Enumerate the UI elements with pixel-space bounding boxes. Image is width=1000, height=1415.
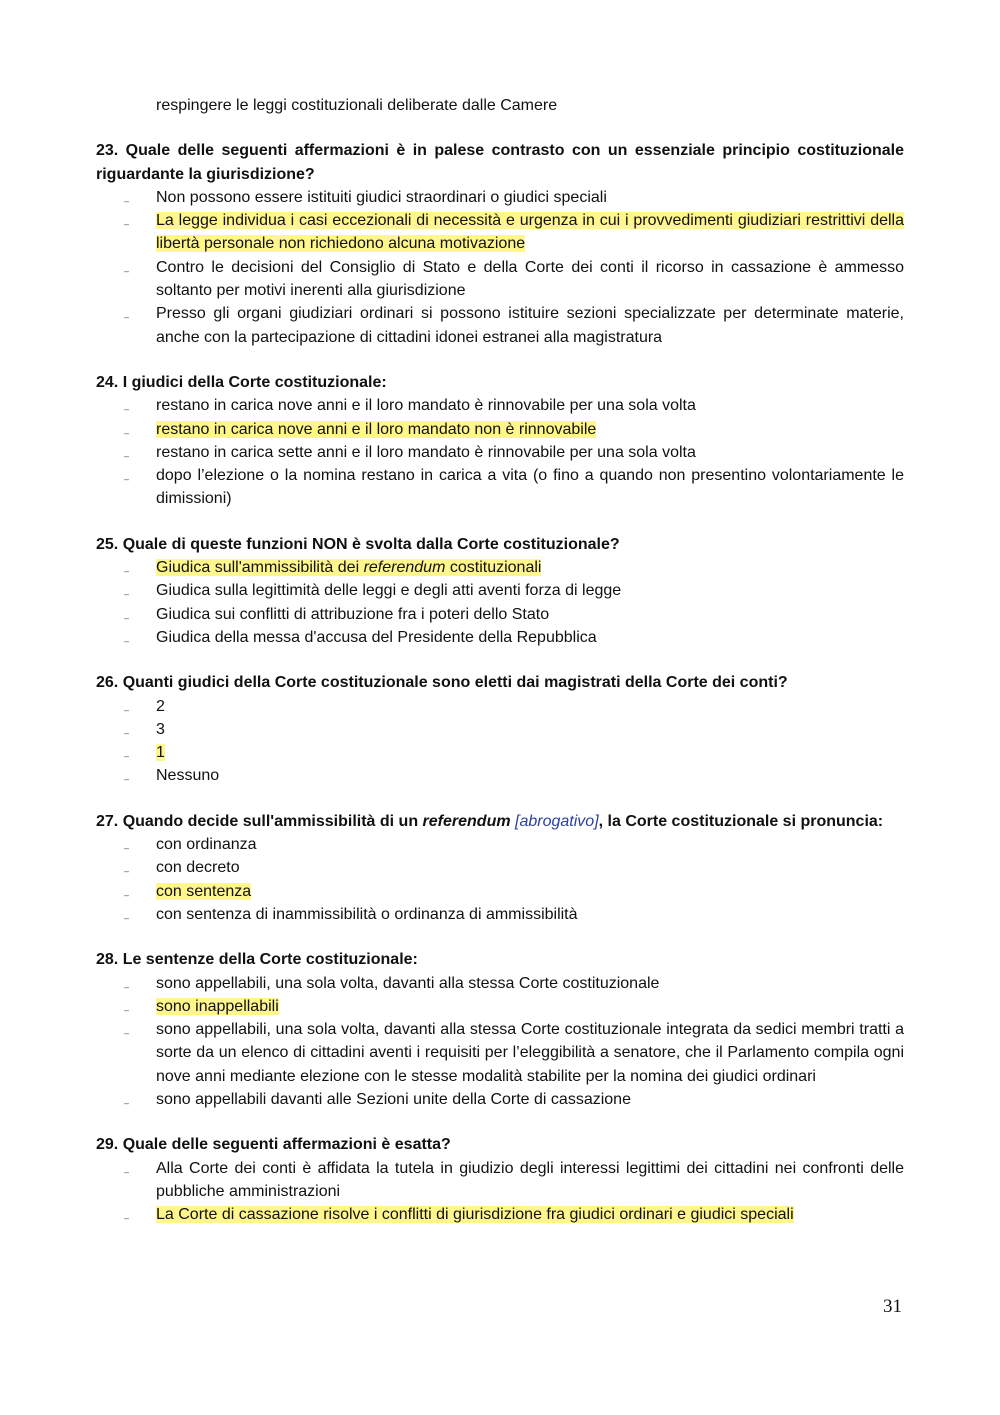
question-24	[96, 371, 904, 511]
question-23	[96, 139, 904, 349]
options-list	[96, 972, 904, 1112]
highlighted-answer: La Corte di cassazione risolve i conflitti di giurisdizione fra giudici ordinari e giudici speciali	[156, 1206, 794, 1224]
bullet-icon: –	[124, 635, 130, 646]
option-correct	[96, 1203, 904, 1226]
option-correct	[96, 418, 904, 441]
options-list	[96, 695, 904, 788]
question-25	[96, 533, 904, 649]
options-list	[96, 833, 904, 926]
option-correct	[96, 995, 904, 1018]
option-correct	[96, 880, 904, 903]
option-correct	[96, 209, 904, 256]
question-title: 28. Le sentenze della Corte costituzionale:	[96, 951, 418, 969]
bullet-icon: –	[124, 889, 130, 900]
bullet-icon: –	[124, 912, 130, 923]
bullet-icon: –	[124, 195, 130, 206]
highlighted-answer: sono inappellabili	[156, 997, 279, 1015]
bullet-icon: –	[124, 751, 130, 762]
option-correct	[96, 741, 904, 764]
option-correct	[96, 556, 904, 579]
question-title: 25. Quale di queste funzioni NON è svolta dalla Corte costituzionale?	[96, 535, 620, 553]
question-title: 29. Quale delle seguenti affermazioni è esatta?	[96, 1136, 451, 1154]
bullet-icon: –	[124, 312, 130, 323]
bullet-icon: –	[124, 474, 130, 485]
question-title: 26. Quanti giudici della Corte costituzionale sono eletti dai magistrati della Corte dei conti?	[96, 674, 788, 692]
bullet-icon: –	[124, 589, 130, 600]
options-list	[96, 394, 904, 510]
options-list	[96, 186, 904, 349]
bullet-icon: –	[124, 981, 130, 992]
option: – sono appellabili davanti alle Sezioni unite della Corte di cassazione	[96, 1088, 904, 1111]
option: – sono appellabili, una sola volta, davanti alla stessa Corte costituzionale integrata da sedici membri tratti a sorte da un elenco di cittadini aventi i requisiti per l’eleggibilità a senatore, che il Parlamento compila ogni nove anni mediante elezione con le stesse modalità stabilite per la nomina dei giudici ordinari	[124, 1021, 904, 1085]
option: – Giudica della messa d'accusa del Presidente della Repubblica	[96, 626, 904, 649]
question-28	[96, 948, 904, 1111]
option: – con decreto	[96, 856, 904, 879]
option: – Nessuno	[96, 764, 904, 787]
highlighted-answer: La legge individua i casi eccezionali di necessità e urgenza in cui i provvedimenti giudiziari restrittivi della libertà personale non richiedono alcuna motivazione	[156, 212, 904, 253]
option: – Alla Corte dei conti è affidata la tutela in giudizio degli interessi legittimi dei cittadini nei confronti delle pubbliche amministrazioni	[124, 1159, 904, 1200]
option: – dopo l’elezione o la nomina restano in carica a vita (o fino a quando non presentino volontariamente le dimissioni)	[124, 467, 904, 508]
page-number: 31	[883, 1296, 902, 1317]
carryover-option: respingere le leggi costituzionali deliberate dalle Camere	[156, 97, 558, 114]
option: – restano in carica nove anni e il loro mandato è rinnovabile per una sola volta	[96, 394, 904, 417]
bullet-icon: –	[124, 1166, 130, 1177]
highlighted-answer: Giudica sull'ammissibilità dei referendum costituzionali	[156, 559, 542, 577]
bullet-icon: –	[124, 612, 130, 623]
bullet-icon: –	[124, 566, 130, 577]
bullet-icon: –	[124, 219, 130, 230]
bullet-icon: –	[124, 774, 130, 785]
bullet-icon: –	[124, 1097, 130, 1108]
option: – Contro le decisioni del Consiglio di Stato e della Corte dei conti il ricorso in cassazione è ammesso soltanto per motivi inerenti alla giurisdizione	[124, 258, 904, 300]
question-title: 23. Quale delle seguenti affermazioni è in palese contrasto con un essenziale principio costituzionale riguardante la giurisdizione?	[96, 142, 904, 183]
option: – con sentenza di inammissibilità o ordinanza di ammissibilità	[96, 903, 904, 926]
bullet-icon: –	[124, 404, 130, 415]
bullet-icon: –	[124, 265, 130, 276]
highlighted-answer: 1	[156, 744, 165, 762]
option: – 3	[96, 718, 904, 741]
option: – Non possono essere istituiti giudici straordinari o giudici speciali	[96, 186, 904, 209]
option: – Giudica sulla legittimità delle leggi e degli atti aventi forza di legge	[96, 579, 904, 602]
bullet-icon: –	[124, 866, 130, 877]
options-list	[96, 556, 904, 649]
options-list	[96, 1157, 904, 1227]
bullet-icon: –	[124, 1213, 130, 1224]
bullet-icon: –	[124, 450, 130, 461]
highlighted-answer: restano in carica nove anni e il loro mandato non è rinnovabile	[156, 420, 597, 438]
option: – Presso gli organi giudiziari ordinari si possono istituire sezioni specializzate per determinate materie, anche con la partecipazione di cittadini idonei estranei alla magistratura	[124, 305, 904, 346]
option: – Giudica sui conflitti di attribuzione fra i poteri dello Stato	[96, 603, 904, 626]
bullet-icon: –	[124, 704, 130, 715]
option: – 2	[96, 695, 904, 718]
highlighted-answer: con sentenza	[156, 882, 252, 900]
question-29	[96, 1133, 904, 1226]
question-title: 27. Quando decide sull'ammissibilità di un referendum [abrogativo], la Corte costituzionale si pronuncia:	[96, 812, 884, 830]
bullet-icon: –	[124, 427, 130, 438]
option: – con ordinanza	[96, 833, 904, 856]
question-27	[96, 810, 904, 926]
option: – sono appellabili, una sola volta, davanti alla stessa Corte costituzionale	[96, 972, 904, 995]
bullet-icon: –	[124, 1028, 130, 1039]
question-26	[96, 671, 904, 787]
bullet-icon: –	[124, 1004, 130, 1015]
bullet-icon: –	[124, 727, 130, 738]
question-title: 24. I giudici della Corte costituzionale:	[96, 373, 387, 391]
bullet-icon: –	[124, 843, 130, 854]
document-page	[96, 94, 904, 1226]
option: – restano in carica sette anni e il loro mandato è rinnovabile per una sola volta	[96, 441, 904, 464]
